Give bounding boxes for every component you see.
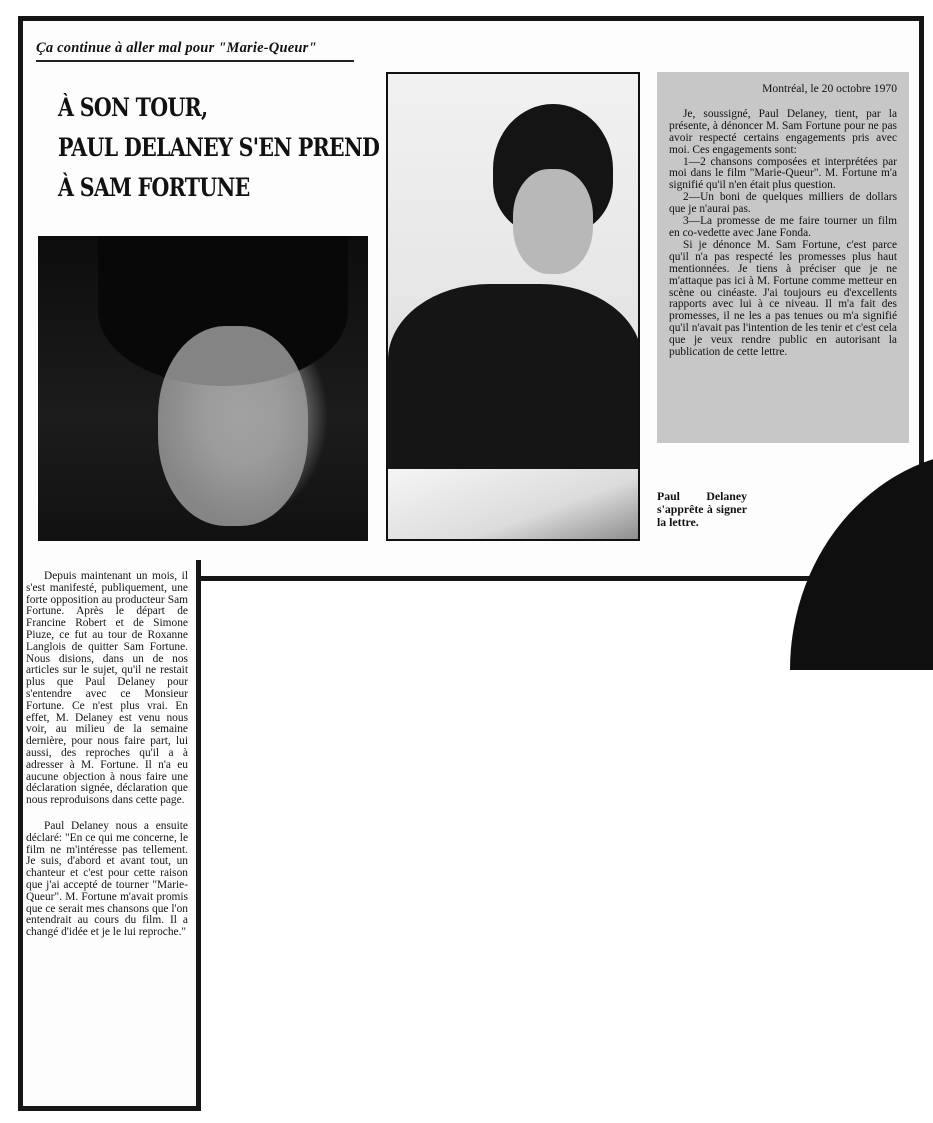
headline-line-2: PAUL DELANEY S'EN PREND — [58, 133, 380, 162]
body-paragraph: Depuis maintenant un mois, il s'est manifesté, publiquement, une forte opposition au producteur Sam Fortune. Après le départ de Francine Robert et de Simone Piuze, ce fut au tour de Roxanne Langlois de quitter Sam Fortune. Nous disions, dans un de nos articles sur le sujet, qu'il ne restait plus que Paul Delaney pour s'entendre avec ce Monsieur Fortune. Ce n'est plus vrai. En effet, M. Delaney est venu nous voir, au milieu de la semaine dernière, pour nous faire part, lui aussi, des reproches qu'il a à adresser à M. Fortune. Il n'a eu aucune objection à nous faire une déclaration signée, déclaration que nous reproduisons dans cette page. — [26, 570, 188, 807]
portrait-photo — [38, 236, 368, 541]
portrait-face — [158, 326, 308, 526]
signing-photo — [386, 72, 640, 541]
letter-paragraph: 3—La promesse de me faire tourner un film en co-vedette avec Jane Fonda. — [669, 215, 897, 239]
headline-line-3: À SAM FORTUNE — [58, 173, 250, 202]
headline — [58, 88, 380, 208]
kicker-underline — [36, 60, 354, 62]
kicker: Ça continue à aller mal pour "Marie-Queur" — [36, 40, 317, 56]
letter-paragraph: 1—2 chansons composées et interprétées par moi dans le film "Marie-Queur". M. Fortune m'a signifié qu'il n'en était plus question. — [669, 155, 897, 192]
signing-face — [513, 169, 593, 274]
photo-caption: Paul Delaney s'apprête à signer la lettre. — [657, 489, 747, 529]
letter-paragraph: Si je dénonce M. Sam Fortune, c'est parce qu'il n'a pas respecté les promesses plus haut mentionnées. Je tiens à préciser que je ne m'attaque pas ici à M. Fortune comme metteur en scène ou cinéaste. J'ai toujours eu d'excellents rapports avec lui à ce niveau. Il m'a fait des promesses, il ne les a pas tenues ou m'a signifié qu'il n'avait pas l'intention de les tenir et c'est cela que je veux rendre public en autorisant la publication de cette lettre. — [669, 238, 897, 359]
letter-box — [657, 72, 909, 443]
letter-paragraph: Je, soussigné, Paul Delaney, tient, par la présente, à dénoncer M. Sam Fortune pour ne pas avoir respecté certains engagements pris avec moi. Ces engagements sont: — [669, 107, 897, 156]
letter-paragraph: 2—Un boni de quelques milliers de dollars que je n'aurai pas. — [669, 191, 897, 216]
body-paragraph: Paul Delaney nous a ensuite déclaré: "En ce qui me concerne, le film ne m'intéresse pas tellement. Je suis, d'abord et avant tout, un chanteur et c'est pour cette raison que j'ai accepté de tourner "Marie-Queur". M. Fortune m'avait promis que ce serait mes chansons que l'on entendrait au cours du film. Il a changé d'idée et je le lui reproche." — [26, 819, 188, 939]
letter-dateline: Montréal, le 20 octobre 1970 — [762, 82, 897, 95]
signing-desk — [388, 469, 640, 541]
article-body — [26, 571, 188, 939]
signing-body — [388, 284, 640, 474]
headline-line-1: À SON TOUR, — [58, 93, 208, 122]
